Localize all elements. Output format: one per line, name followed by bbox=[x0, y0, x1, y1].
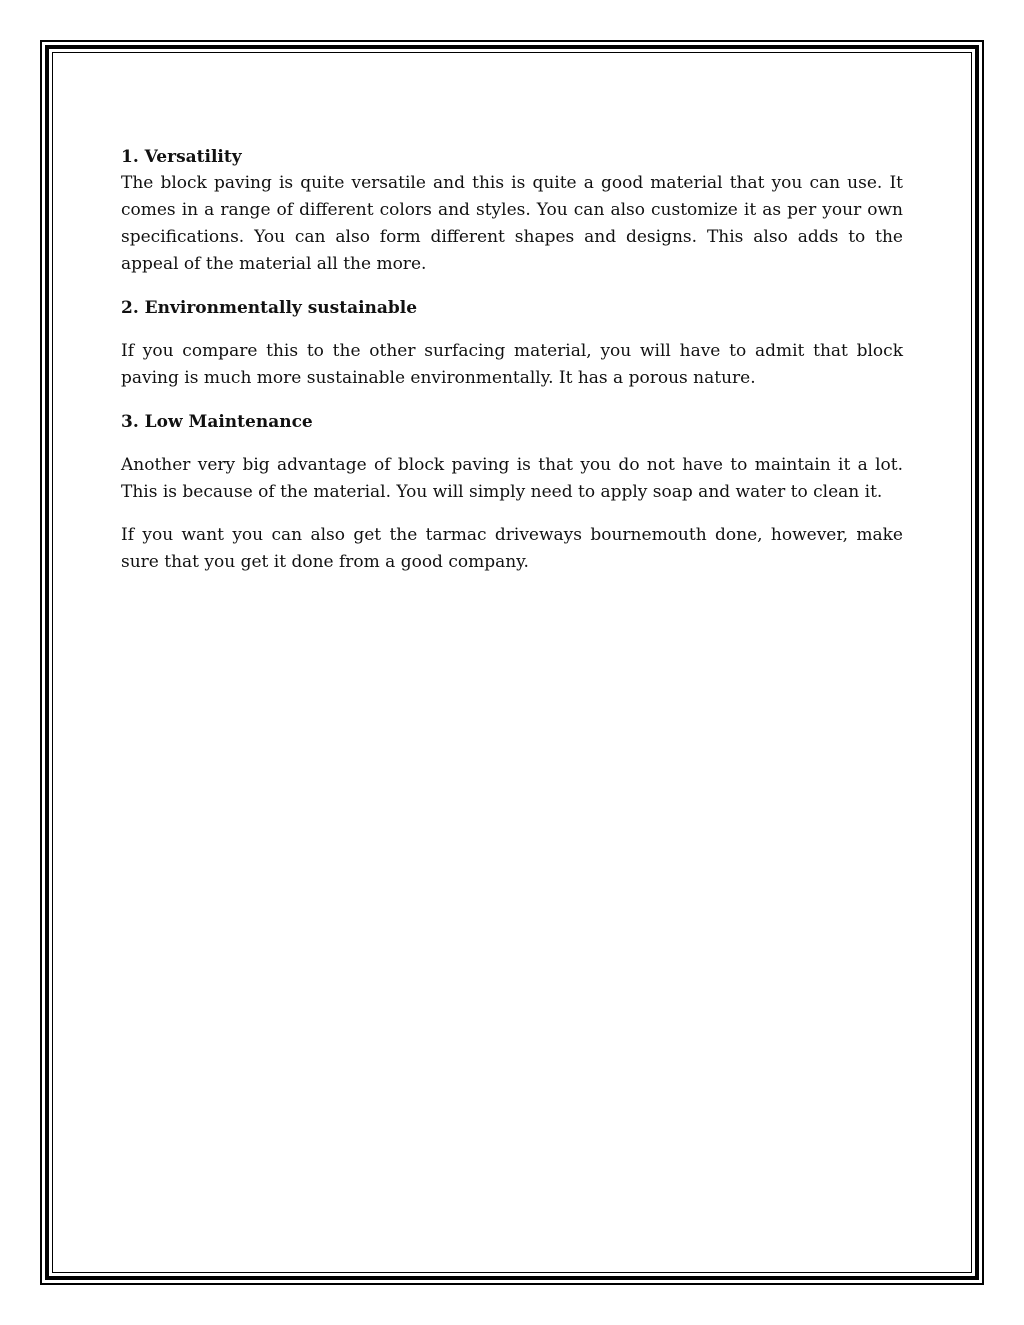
section-paragraph-low-maintenance: Another very big advantage of block paving is that you do not have to maintain it a lot. This is because of the material. You will simply need to apply soap and water to clean it. bbox=[121, 455, 903, 502]
document-body bbox=[121, 144, 903, 576]
section-paragraph-environmentally-sustainable: If you compare this to the other surfacing material, you will have to admit that block paving is much more sustainable environmentally. It has a porous nature. bbox=[121, 341, 903, 388]
section-heading-environmentally-sustainable: 2. Environmentally sustainable bbox=[121, 298, 418, 318]
section-heading-versatility: 1. Versatility bbox=[121, 147, 242, 167]
section-paragraph-versatility: The block paving is quite versatile and this is quite a good material that you can use. It comes in a range of different colors and styles. You can also customize it as per your own specifications. You can also form different shapes and designs. This also adds to the appeal of the material all the more. bbox=[121, 173, 903, 274]
section-heading-low-maintenance: 3. Low Maintenance bbox=[121, 412, 313, 432]
closing-paragraph: If you want you can also get the tarmac driveways bournemouth done, however, make sure that you get it done from a good company. bbox=[121, 525, 903, 572]
